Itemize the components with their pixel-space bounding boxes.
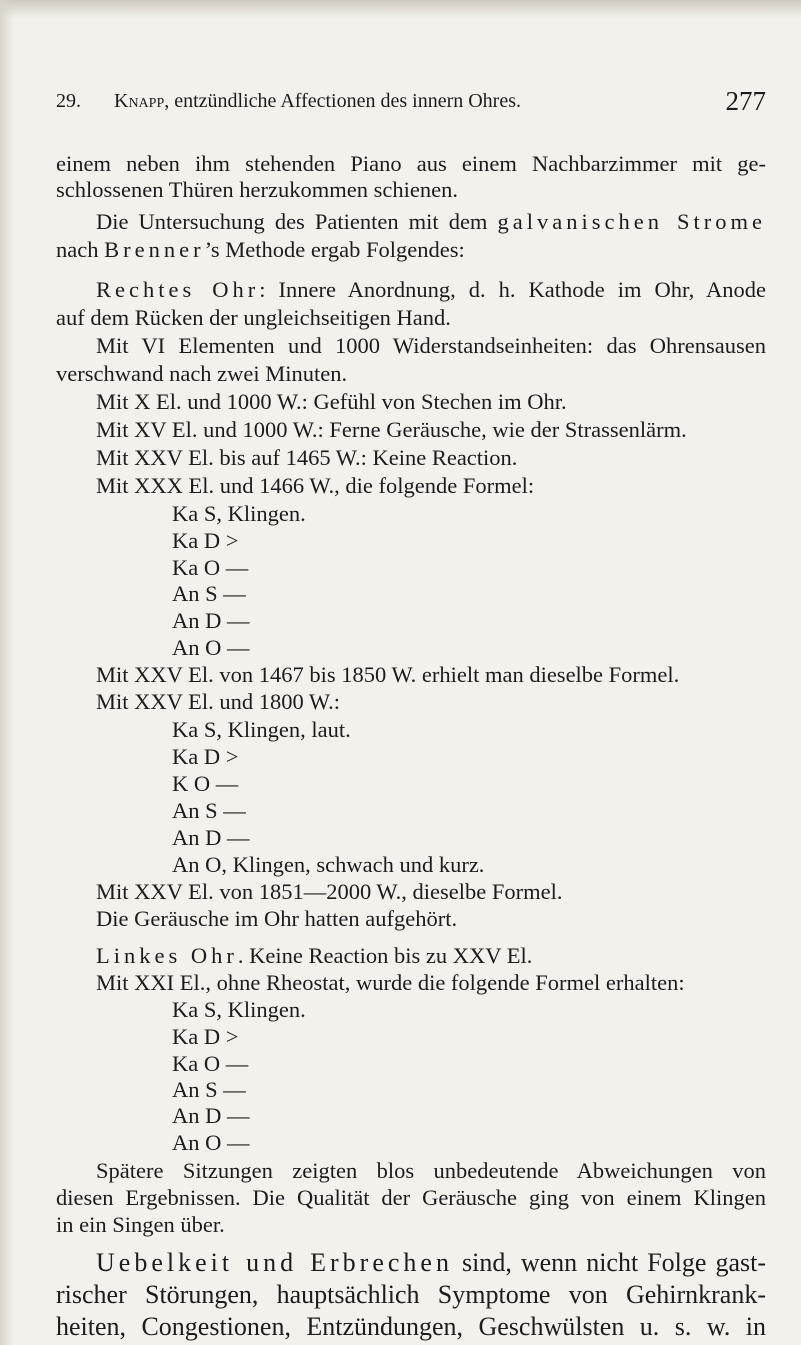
text-line: Spätere Sitzungen zeigten blos unbedeutende Abweichungen von	[96, 1158, 766, 1183]
text-line: Mit XXI El., ohne Rheostat, wurde die folgende Formel erhalten:	[96, 970, 685, 995]
text-line: auf dem Rücken der ungleichseitigen Hand.	[56, 305, 451, 330]
section-heading: Rechtes Ohr	[96, 277, 260, 302]
text-span: : Innere Anordnung, d. h. Kathode im Ohr, Anode	[259, 277, 766, 302]
page-top-edge	[0, 0, 801, 18]
formula-line: An O —	[172, 635, 250, 660]
text-line: Mit XXV El. von 1851—2000 W., dieselbe Formel.	[96, 879, 563, 904]
text-line	[96, 276, 766, 303]
formula-line: Ka O —	[172, 1051, 249, 1076]
page-number: 277	[725, 86, 766, 116]
formula-line: An D —	[172, 608, 250, 633]
formula-line: An O —	[172, 1130, 250, 1155]
formula-line: An S —	[172, 798, 246, 823]
running-header	[56, 86, 766, 120]
running-author: Knapp	[114, 90, 165, 112]
text-line: Die Geräusche im Ohr hatten aufgehört.	[96, 906, 458, 931]
text-line: Mit X El. und 1000 W.: Gefühl von Stechen im Ohr.	[96, 389, 567, 414]
text-line: Mit XXV El. bis auf 1465 W.: Keine Reaction.	[96, 445, 518, 470]
text-line: rischer Störungen, hauptsächlich Symptome von Gehirnkrank-	[56, 1280, 766, 1309]
formula-line: Ka D >	[172, 528, 239, 553]
text-span: sind, wenn nicht Folge gast-	[452, 1248, 766, 1277]
text-line: Mit VI Elementen und 1000 Widerstandseinheiten: das Ohrensausen	[96, 333, 766, 358]
text-span: nach	[56, 237, 105, 262]
section-heading: Linkes Ohr	[96, 943, 238, 968]
text-line: Mit XV El. und 1000 W.: Ferne Geräusche, wie der Strassenlärm.	[96, 417, 687, 442]
page-left-edge	[0, 0, 14, 1345]
text-line	[96, 1248, 766, 1278]
text-span: Die Untersuchung des Patienten mit dem	[96, 209, 498, 234]
running-title	[114, 90, 521, 113]
text-line: einem neben ihm stehenden Piano aus einem Nachbarzimmer mit ge-	[56, 151, 766, 176]
formula-line: An D —	[172, 825, 250, 850]
text-line: Mit XXV El. und 1800 W.:	[96, 689, 340, 714]
spaced-text: galvanischen Strome	[497, 209, 767, 234]
formula-line: Ka O —	[172, 555, 249, 580]
formula-line: Ka S, Klingen, laut.	[172, 717, 351, 742]
text-line	[96, 208, 766, 235]
formula-line: An O, Klingen, schwach und kurz.	[172, 852, 485, 877]
text-span: ’s Methode ergab Folgendes:	[204, 237, 465, 262]
text-line: heiten, Congestionen, Entzündungen, Geschwülsten u. s. w. in	[56, 1312, 766, 1341]
chapter-number: 29.	[56, 90, 81, 112]
text-line: diesen Ergebnissen. Die Qualität der Geräusche ging von einem Klingen	[56, 1185, 766, 1210]
formula-line: Ka S, Klingen.	[172, 997, 306, 1022]
formula-line: Ka S, Klingen.	[172, 501, 306, 526]
formula-line: Ka D >	[172, 744, 239, 769]
formula-line: An S —	[172, 1077, 246, 1102]
running-title-rest: , entzündliche Affectionen des innern Ohres.	[164, 90, 521, 112]
text-line: in ein Singen über.	[56, 1212, 225, 1237]
author-name: Brenner	[104, 237, 205, 262]
text-line: verschwand nach zwei Minuten.	[56, 361, 348, 386]
formula-line: Ka D >	[172, 1024, 239, 1049]
text-line: schlossenen Thüren herzukommen schienen.	[56, 177, 458, 202]
formula-line: An S —	[172, 581, 246, 606]
text-line: Mit XXV El. von 1467 bis 1850 W. erhielt man dieselbe Formel.	[96, 662, 680, 687]
text-span: . Keine Reaction bis zu XXV El.	[237, 943, 533, 968]
formula-line: K O —	[172, 771, 239, 796]
text-line	[56, 236, 465, 263]
text-line	[96, 942, 532, 969]
section-heading: Uebelkeit und Erbrechen	[96, 1248, 453, 1277]
text-line: Mit XXX El. und 1466 W., die folgende Formel:	[96, 473, 535, 498]
formula-line: An D —	[172, 1103, 250, 1128]
